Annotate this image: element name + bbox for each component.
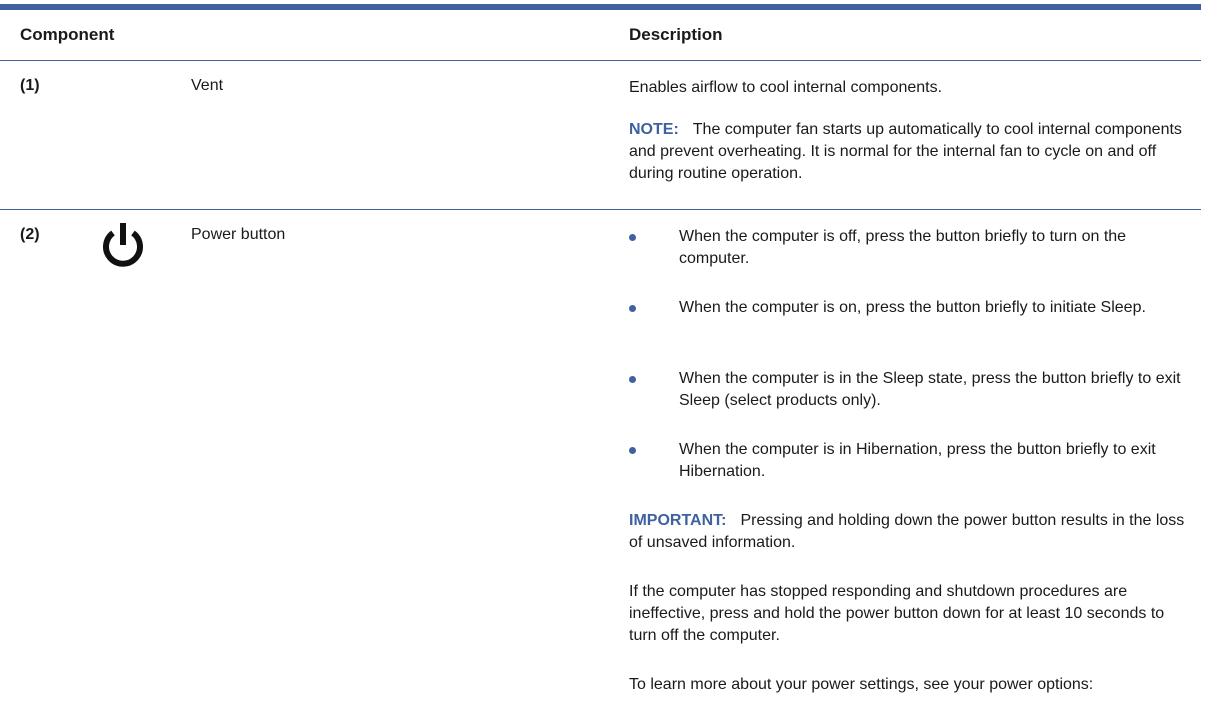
note-label: NOTE: <box>629 121 679 138</box>
bullet-icon <box>629 447 636 454</box>
important-text: Pressing and holding down the power button results in the loss of unsaved information. <box>629 512 1185 551</box>
bullet-text: When the computer is off, press the button briefly to turn on the computer. <box>679 228 1127 267</box>
shutdown-paragraph: If the computer has stopped responding and shutdown procedures are ineffective, press and hold the power button down for at least 10 seconds to turn off the computer. <box>629 583 1165 644</box>
table-row-vent <box>0 61 1201 210</box>
important-paragraph <box>629 510 1189 554</box>
bullet-icon <box>629 376 636 383</box>
component-description: Enables airflow to cool internal components. <box>629 79 943 96</box>
power-settings-paragraph: To learn more about your power settings, see your power options: <box>629 676 1094 693</box>
table-row-power-button <box>0 210 1201 728</box>
row-number: (1) <box>20 77 40 94</box>
component-name: Power button <box>191 226 286 243</box>
power-icon <box>97 220 149 272</box>
component-name: Vent <box>191 77 224 94</box>
note-text: The computer fan starts up automatically to cool internal components and prevent overheating. It is normal for the internal fan to cycle on and off during routine operation. <box>629 121 1182 182</box>
bullet-icon <box>629 305 636 312</box>
bullet-text: When the computer is in the Sleep state, press the button briefly to exit Sleep (select products only). <box>679 370 1181 409</box>
bullet-text: When the computer is in Hibernation, press the button briefly to exit Hibernation. <box>679 441 1156 480</box>
header-component: Component <box>20 25 115 44</box>
note-paragraph <box>629 119 1189 185</box>
row-number: (2) <box>20 226 40 243</box>
table-header-row <box>0 10 1201 61</box>
bullet-icon <box>629 234 636 241</box>
header-description: Description <box>629 25 723 44</box>
important-label: IMPORTANT: <box>629 512 727 529</box>
bullet-text: When the computer is on, press the button briefly to initiate Sleep. <box>679 299 1146 316</box>
